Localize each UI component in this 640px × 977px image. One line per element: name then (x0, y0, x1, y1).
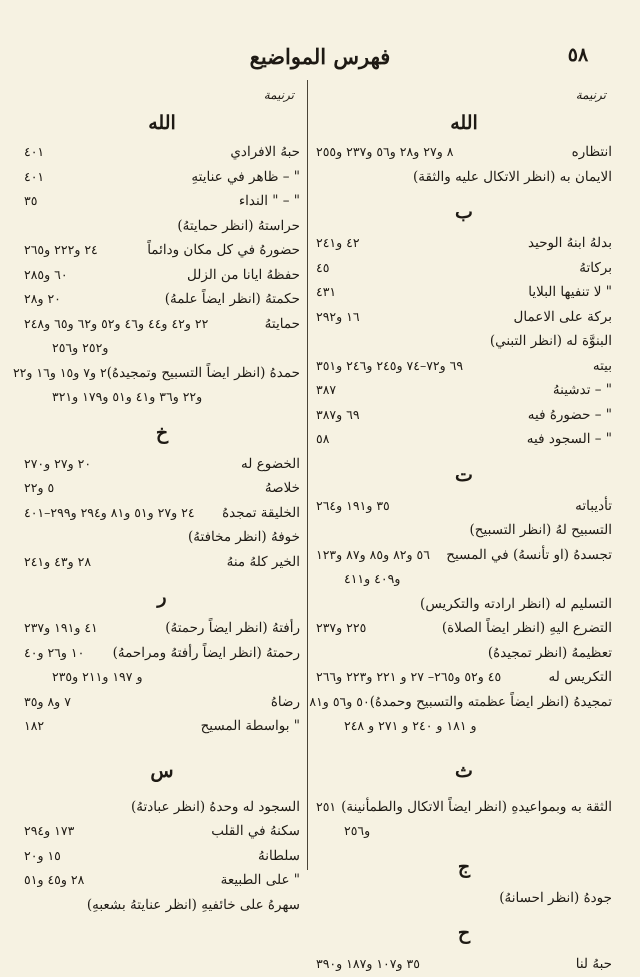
section-heading: الله (148, 112, 176, 134)
entry-pages: ٢٠ و٢٧ و٢٧٠ (24, 455, 92, 471)
index-entry (316, 641, 612, 666)
entry-pages: ١٨٢ (24, 718, 45, 733)
entry-term: بيته (592, 357, 612, 374)
entry-pages: ٣٥ (24, 193, 38, 208)
entry-pages: ٦٩ و٣٨٧ (316, 406, 360, 422)
index-entry (24, 893, 300, 918)
entry-pages: ٢ و٧ و١٥ و١٦ و٢٢ (12, 364, 107, 380)
index-entry (316, 165, 612, 190)
entry-term: " على الطبيعة (220, 872, 300, 888)
entry-term: " – " النداء (238, 193, 300, 209)
entry-pages: و٢٥٢ و٢٥٦ (52, 340, 109, 355)
index-entry (316, 616, 612, 641)
index-entry (24, 525, 300, 550)
index-entry (24, 165, 300, 190)
index-entry (316, 403, 612, 428)
entry-pages: ٦٠ و٢٨٥ (24, 266, 68, 282)
entry-pages: ٥٦ و٨٢ و٨٥ و٨٧ و١٢٣ (316, 546, 430, 562)
index-entry (24, 795, 300, 820)
entry-term: حكمتهُ (انظر ايضاً علمهُ) (164, 291, 300, 307)
entry-pages: و ١٨١ و ٢٤٠ و ٢٧١ و ٢٤٨ (344, 718, 477, 733)
index-entry (24, 452, 300, 477)
entry-term: بركاتهُ (579, 259, 612, 276)
entry-term: رأفتهُ (انظر ايضاً رحمتهُ) (165, 620, 300, 636)
section-heading: ث (455, 759, 473, 782)
index-entry (12, 361, 300, 386)
section-heading: خ (155, 421, 169, 444)
entry-pages: ٤٠١ (24, 168, 45, 184)
section-heading: ب (455, 201, 473, 223)
section-heading: ر (157, 586, 167, 608)
index-entry (316, 952, 612, 977)
entry-pages: ٣٥ و١٩١ و٢٦٤ (316, 497, 390, 513)
entry-term: رضاهُ (270, 693, 300, 710)
entry-term: الخليقة تمجدهُ (222, 504, 300, 521)
entry-term: السجود له وحدهُ (انظر عبادتهُ) (131, 798, 300, 815)
entry-pages: ٢٤ و٢٧ و٥١ و٨١ و٢٩٤ و٢٩٩–٤٠١ (24, 504, 195, 520)
index-entry (24, 336, 300, 361)
section-heading: ح (457, 922, 471, 944)
entry-term: البنوَّة له (انظر التبني) (489, 333, 612, 349)
entry-term: " – حضورهُ فيه (527, 406, 612, 423)
index-entry (316, 543, 612, 568)
index-entry (24, 641, 300, 666)
entry-term: حمايتهُ (264, 315, 300, 332)
index-entry (24, 665, 300, 690)
entry-pages: ٣٥ و١٠٧ و١٨٧ و٣٩٠ (316, 956, 420, 971)
entry-pages: ٢٤ و٢٢٢ و٢٦٥ (24, 242, 98, 257)
index-entry (316, 140, 612, 165)
entry-pages: ١٧٣ و٢٩٤ (24, 823, 75, 838)
entry-pages: ٤٣١ (316, 284, 337, 299)
entry-pages: ٧ و٨ و٣٥ (24, 693, 71, 709)
index-entry (316, 256, 612, 281)
index-entry (316, 714, 612, 739)
index-entry (316, 354, 612, 379)
entry-term: سهرهُ على خائفيهِ (انظر عنايتهُ بشعبهِ) (86, 896, 300, 913)
index-entry (316, 592, 612, 617)
entry-term: حبهُ الافرادي (230, 144, 300, 160)
entry-pages: ١٠ و٢٦ و٤٠ (24, 644, 85, 660)
index-entry (24, 263, 300, 288)
entry-pages: و٢٥٦ (344, 823, 371, 838)
entry-pages: ٤٢ و٢٤١ (316, 235, 360, 250)
index-entry (24, 550, 300, 575)
index-entry (24, 385, 300, 410)
entry-term: الثقة به وبمواعيدهِ (انظر ايضاً الاتكال والطمأنينة) (341, 798, 612, 815)
section-heading: ج (457, 855, 471, 878)
entry-pages: ٥٠ و٥٦ و٨١ (309, 693, 370, 709)
index-entry (24, 312, 300, 337)
index-entry (316, 427, 612, 452)
entry-term: حمدهُ (انظر ايضاً التسبيح وتمجيدهُ) (106, 364, 300, 381)
entry-term: حضورهُ في كل مكان ودائماً (147, 242, 300, 258)
index-entry (24, 476, 300, 501)
entry-term: بركة على الاعمال (513, 308, 612, 325)
entry-term: " لا تنفيها البلايا (528, 284, 612, 300)
entry-term: بدلهُ ابنهُ الوحيد (528, 235, 612, 251)
entry-term: التسبيح لهُ (انظر التسبيح) (469, 522, 612, 538)
entry-term: الخضوع له (241, 455, 300, 472)
index-entry (24, 868, 300, 893)
entry-pages: ٥٨ (316, 431, 330, 446)
index-entry (316, 378, 612, 403)
entry-pages: ٢٨ و٤٥ و٥١ (24, 872, 85, 887)
entry-pages: ٣٨٧ (316, 382, 337, 397)
entry-term: الخير كلهُ منهُ (226, 553, 300, 570)
entry-term: خوفهُ (انظر مخافتهُ) (188, 529, 300, 545)
index-entry (316, 665, 612, 690)
entry-term: رحمتهُ (انظر ايضاً رأفتهُ ومراحمهُ) (112, 644, 300, 661)
section-heading: س (150, 759, 174, 782)
entry-pages: ٢٢٥ و٢٣٧ (316, 620, 367, 635)
index-entry (316, 886, 612, 911)
page-number: ٥٨ (567, 44, 589, 66)
section-heading: الله (450, 112, 478, 134)
column-header: ترنيمة (263, 88, 294, 102)
entry-term: حراستهُ (انظر حمايتهُ) (177, 217, 300, 234)
entry-term: " – تدشينهُ (552, 382, 612, 398)
index-entry (316, 795, 612, 820)
entry-term: تمجيدهُ (انظر ايضاً عظمته والتسبيح وحمدهُ) (369, 693, 612, 710)
index-entry (24, 844, 300, 869)
entry-term: حبهُ لنا (575, 956, 612, 972)
entry-term: " – السجود فيه (526, 431, 612, 447)
entry-pages: و ١٩٧ و٢١١ و٢٣٥ (52, 669, 143, 684)
entry-pages: و٤٠٩ و٤١١ (344, 571, 401, 586)
entry-pages: ٥ و٢٢ (24, 480, 55, 495)
index-entry (316, 819, 612, 844)
index-entry (316, 305, 612, 330)
entry-pages: ١٦ و٢٩٢ (316, 308, 360, 324)
entry-term: انتظاره (571, 144, 612, 160)
index-entry (316, 231, 612, 256)
index-entry (24, 287, 300, 312)
index-entry (316, 280, 612, 305)
index-entry (24, 189, 300, 214)
entry-term: جودهُ (انظر احسانهُ) (499, 889, 612, 906)
index-entry (316, 518, 612, 543)
entry-term: التسليم له (انظر ارادته والتكريس) (420, 595, 612, 612)
entry-pages: و٢٢ و٣٦ و٤١ و٥١ و١٧٩ و٣٢١ (52, 389, 203, 404)
index-entry (24, 501, 300, 526)
entry-term: حفظهُ ايانا من الزلل (186, 266, 300, 283)
index-entry (24, 616, 300, 641)
index-entry (24, 140, 300, 165)
entry-term: تأديباته (575, 497, 612, 514)
index-entry (24, 714, 300, 739)
entry-term: تعظيمهُ (انظر تمجيدهُ) (487, 644, 612, 661)
section-heading: ت (455, 463, 473, 486)
left-column-body (12, 106, 300, 917)
column-divider (307, 80, 308, 870)
entry-pages: ٤٥ (316, 259, 330, 275)
left-column (12, 84, 300, 917)
entry-pages: ٨ و٢٧ و٢٨ و٥٦ و٢٣٧ و٢٥٥ (316, 144, 454, 159)
entry-term: " بواسطة المسيح (200, 718, 300, 734)
entry-pages: ٤٠١ (24, 144, 45, 159)
right-column-body (309, 106, 612, 977)
entry-pages: ٤٥ و٥٢ و٢٦٥– ٢٧ و ٢٢١ و٢٢٣ و٢٦٦ (316, 669, 502, 684)
entry-pages: ١٥ و٢٠ (24, 847, 61, 863)
index-entry (316, 567, 612, 592)
entry-term: تجسدهُ (او تأنسهُ) في المسيح (446, 546, 612, 563)
right-column (309, 84, 612, 977)
entry-pages: ٢٨ و٤٣ و٢٤١ (24, 553, 92, 569)
entry-term: التضرع اليهِ (انظر ايضاً الصلاة) (441, 620, 612, 636)
entry-pages: ٤١ و١٩١ و٢٣٧ (24, 620, 98, 635)
entry-term: سلطانهُ (258, 847, 300, 864)
index-entry (309, 690, 612, 715)
entry-term: سكنهُ في القلب (211, 823, 300, 839)
page-title: فهرس المواضيع (249, 44, 391, 69)
entry-pages: ٢٥١ (316, 798, 337, 814)
column-header: ترنيمة (575, 88, 606, 102)
entry-term: الايمان به (انظر الاتكال عليه والثقة) (413, 168, 612, 185)
entry-term: التكريس له (548, 669, 612, 685)
index-entry (24, 214, 300, 239)
entry-term: " – ظاهر في عنايتهِ (191, 168, 300, 185)
index-entry (316, 494, 612, 519)
entry-pages: ٢٢ و٤٢ و٤٤ و٤٦ و٥٢ و٦٢ و٦٥ و٢٤٨ (24, 315, 209, 331)
entry-pages: ٢٠ و٢٨ (24, 291, 61, 306)
index-entry (24, 690, 300, 715)
index-entry (316, 329, 612, 354)
index-entry (24, 238, 300, 263)
index-entry (24, 819, 300, 844)
entry-term: خلاصهُ (264, 480, 300, 496)
entry-pages: ٦٩ و٧٢–٧٤ و٢٤٥ و٢٤٦ و٣٥١ (316, 357, 464, 373)
